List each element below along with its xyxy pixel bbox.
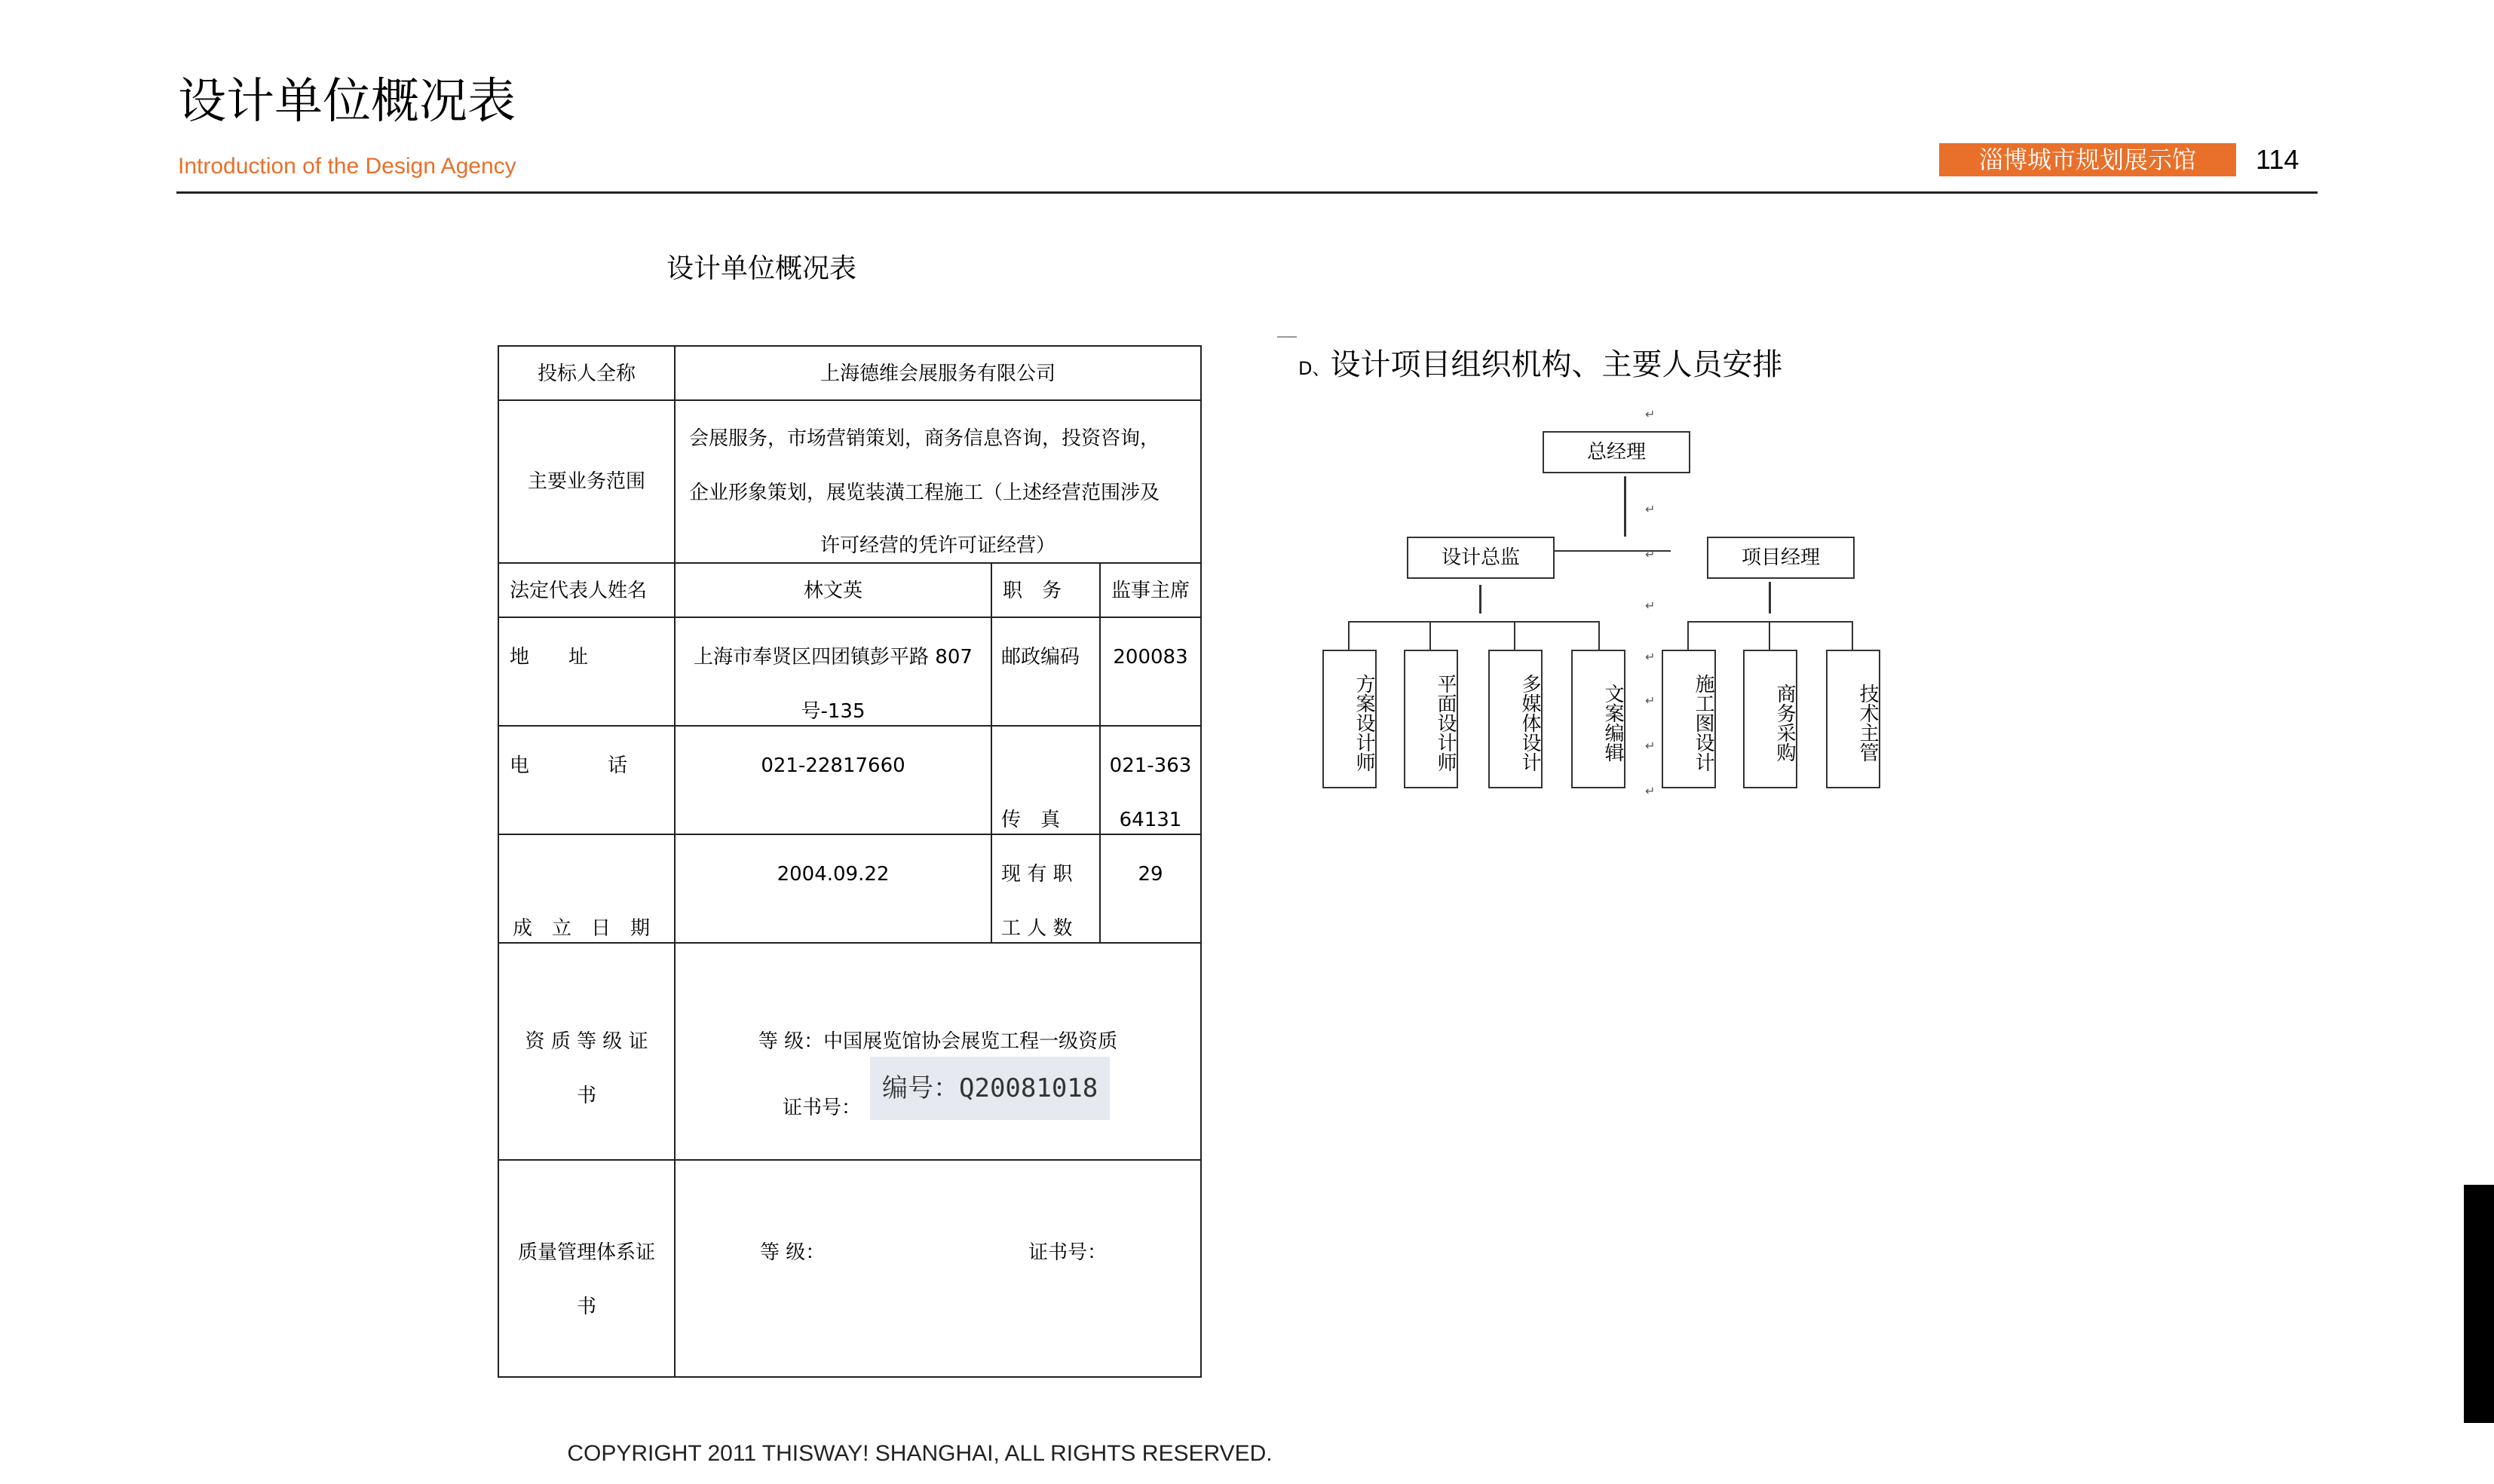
staff-box-2: 平面设计师: [1404, 650, 1458, 788]
info-table: [498, 345, 1202, 1378]
address-line-2: 号-135: [801, 700, 866, 723]
address-label: 地 址: [510, 646, 589, 669]
quality-cell: [674, 1159, 1202, 1378]
brand-label: 淄博城市规划展示馆: [1939, 143, 2236, 176]
staff-value: 29: [1138, 863, 1163, 886]
postcode-label-cell: [991, 617, 1101, 727]
qualification-label-1: 资 质 等 级 证: [525, 1030, 648, 1053]
heading-marker: [1277, 336, 1297, 338]
business-label: 主要业务范围: [498, 399, 676, 564]
established-value: 2004.09.22: [777, 863, 890, 886]
connector-left-down: [1479, 585, 1481, 613]
header-divider: [176, 191, 2318, 194]
phone-cell: [674, 725, 992, 835]
side-tab: [2464, 1185, 2494, 1423]
return-mark: ↵: [1645, 739, 1656, 753]
quality-label-cell: [498, 1159, 676, 1378]
business-line-1: 会展服务，市场营销策划，商务信息咨询，投资咨询，: [689, 427, 1160, 450]
drop-2: [1429, 621, 1431, 651]
postcode-cell: [1099, 617, 1202, 727]
quality-label-1: 质量管理体系证: [517, 1241, 655, 1264]
fax-cell: [1099, 725, 1202, 835]
drop-5: [1687, 621, 1689, 651]
certificate-stamp: 编号：Q20081018: [870, 1057, 1110, 1120]
quality-level-label: 等 级：: [760, 1241, 826, 1264]
phone-label: 电 话: [510, 754, 628, 777]
connector-top: [1624, 476, 1626, 537]
return-mark: ↵: [1645, 650, 1656, 664]
established-cell: [674, 834, 992, 944]
established-label: 成 立 日 期: [513, 917, 651, 940]
qualification-level: 等 级：中国展览馆协会展览工程一级资质: [758, 1030, 1118, 1053]
fax-value-1: 021-363: [1109, 754, 1192, 777]
org-heading-prefix: D、: [1298, 358, 1331, 379]
bidder-value: 上海德维会展服务有限公司: [674, 345, 1202, 401]
staff-cell: [1099, 834, 1202, 944]
connector-right-down: [1769, 582, 1771, 613]
phone-value: 021-22817660: [761, 754, 905, 777]
return-mark: ↵: [1645, 502, 1656, 516]
fax-value-2: 64131: [1119, 809, 1182, 831]
qualification-label-2: 书: [576, 1085, 596, 1107]
design-director-box: 设计总监: [1407, 537, 1555, 579]
legal-rep-label: 法定代表人姓名: [498, 562, 676, 618]
page-subtitle: Introduction of the Design Agency: [178, 154, 516, 179]
certificate-label: 证书号：: [783, 1097, 862, 1119]
drop-6: [1769, 621, 1770, 651]
staff-box-3: 多媒体设计: [1488, 650, 1543, 788]
address-cell: [674, 617, 992, 727]
qualification-label-cell: [498, 942, 676, 1161]
qualification-cell: [674, 942, 1202, 1161]
drop-3: [1514, 621, 1515, 651]
business-cell: [674, 399, 1202, 564]
org-chart-heading: [1298, 341, 1782, 384]
established-label-cell: [498, 834, 676, 944]
staff-label-1: 现 有 职: [1001, 863, 1073, 886]
fax-label: 传 真: [1001, 809, 1061, 831]
staff-box-6: 商务采购: [1743, 650, 1797, 788]
return-mark: ↵: [1645, 547, 1656, 561]
fax-label-cell: [991, 725, 1101, 835]
position-value: 监事主席: [1099, 562, 1202, 618]
drop-7: [1852, 621, 1853, 651]
table-title: 设计单位概况表: [666, 253, 856, 284]
page-title: 设计单位概况表: [178, 74, 516, 130]
staff-box-1: 方案设计师: [1322, 650, 1377, 788]
staff-box-4: 文案编辑: [1571, 650, 1625, 788]
quality-label-2: 书: [576, 1296, 596, 1318]
address-line-1: 上海市奉贤区四团镇彭平路 807: [694, 646, 973, 669]
general-manager-box: 总经理: [1543, 431, 1690, 473]
connector-left-bar: [1348, 621, 1600, 623]
page-number: 114: [2256, 144, 2299, 175]
return-mark: ↵: [1645, 784, 1656, 798]
project-manager-box: 项目经理: [1707, 537, 1855, 579]
drop-4: [1598, 621, 1600, 651]
org-chart: [1312, 407, 1930, 814]
staff-label-cell: [991, 834, 1101, 944]
return-mark: ↵: [1645, 693, 1656, 708]
legal-rep-value: 林文英: [674, 562, 992, 618]
staff-box-7: 技术主管: [1826, 650, 1880, 788]
phone-label-cell: [498, 725, 676, 835]
business-line-3: 许可经营的凭许可证经营）: [820, 534, 1056, 557]
drop-1: [1348, 621, 1350, 651]
business-line-2: 企业形象策划，展览装潢工程施工（上述经营范围涉及: [689, 482, 1160, 504]
quality-cert-label: 证书号：: [1028, 1241, 1108, 1264]
staff-box-5: 施工图设计: [1662, 650, 1716, 788]
postcode-label: 邮政编码: [1001, 646, 1080, 669]
position-label: 职 务: [991, 562, 1101, 618]
bidder-label: 投标人全称: [498, 345, 676, 401]
return-mark: ↵: [1645, 598, 1656, 613]
postcode-value: 200083: [1113, 646, 1188, 669]
staff-label-2: 工 人 数: [1001, 917, 1073, 940]
copyright: COPYRIGHT 2011 THISWAY! SHANGHAI, ALL RIGHTS RESERVED.: [567, 1441, 1273, 1466]
return-mark: ↵: [1645, 407, 1656, 421]
org-heading-text: 设计项目组织机构、主要人员安排: [1330, 347, 1783, 382]
address-label-cell: [498, 617, 676, 727]
